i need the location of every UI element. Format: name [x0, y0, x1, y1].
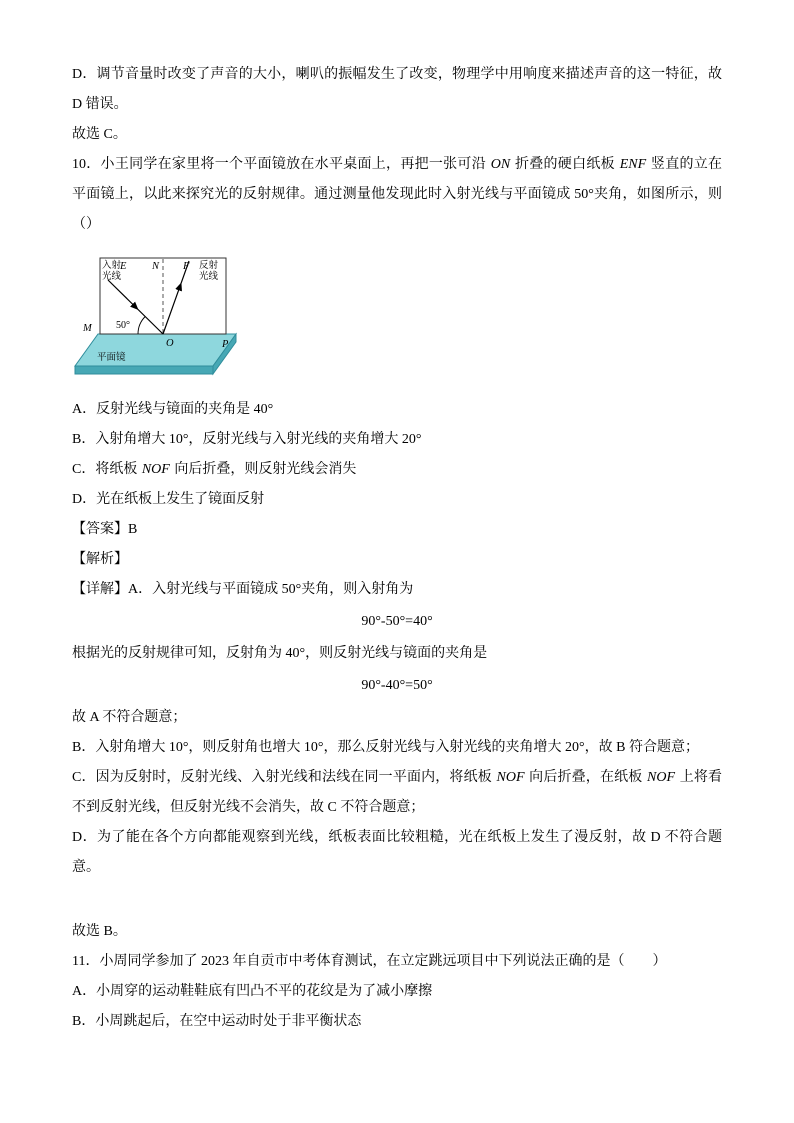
- q10-detail-a2: 根据光的反射规律可知，反射角为 40°，则反射光线与镜面的夹角是: [72, 646, 488, 661]
- q10-stem-var-on: ON: [490, 157, 511, 172]
- q10-detail-c-var-nof-2: NOF: [647, 770, 676, 785]
- q9-answer: 故选 C。: [72, 127, 127, 142]
- q10-detail-c: [72, 763, 722, 823]
- q11-option-b: B．小周跳起后，在空中运动时处于非平衡状态: [72, 1014, 362, 1029]
- q10-stem: [72, 150, 722, 240]
- point-m-label: M: [83, 323, 92, 334]
- q11-option-a: A．小周穿的运动鞋鞋底有凹凸不平的花纹是为了减小摩擦: [72, 984, 433, 999]
- reflection-diagram: [72, 250, 242, 382]
- q10-detail-c-text-1: C．因为反射时，反射光线、入射光线和法线在同一平面内，将纸板: [72, 770, 496, 785]
- point-o-label: O: [166, 338, 174, 349]
- point-f-label: F: [183, 261, 190, 272]
- q10-option-c: [72, 455, 722, 485]
- q10-detail-c-text-2: 向后折叠，在纸板: [525, 770, 647, 785]
- q10-option-b: B．入射角增大 10°，反射光线与入射光线的夹角增大 20°: [72, 432, 422, 447]
- reflected-ray-label-line1: 反射: [199, 261, 219, 271]
- incident-ray-label-line2: 光线: [102, 272, 122, 282]
- q10-detail-c-text-3: 上将看不到反射光线，但反射光线不会消失，故 C 不符合题意；: [72, 770, 723, 815]
- q10-equation-1: 90°-50°=40°: [361, 614, 433, 629]
- q10-final-answer: 故选 B。: [72, 924, 127, 939]
- q10-detail-c-var-nof-1: NOF: [496, 770, 525, 785]
- q10-equation-2: 90°-40°=50°: [361, 678, 433, 693]
- point-e-label: E: [120, 261, 127, 272]
- q10-answer-label: 【答案】B: [72, 522, 138, 537]
- q10-detail-a3: 故 A 不符合题意；: [72, 710, 187, 725]
- reflected-ray-label-line2: 光线: [199, 272, 219, 282]
- q10-detail-b: B．入射角增大 10°，则反射角也增大 10°，那么反射光线与入射光线的夹角增大 20°，故 B 符合题意；: [72, 740, 699, 755]
- incident-ray-label-line1: 入射: [102, 261, 122, 271]
- q10-reflection-figure: [72, 250, 722, 387]
- q10-option-c-var-nof: NOF: [141, 462, 170, 477]
- point-p-label: P: [222, 339, 229, 350]
- q10-option-c-text-2: 向后折叠，则反射光线会消失: [170, 462, 357, 477]
- q10-option-c-text-1: C．将纸板: [72, 462, 141, 477]
- q10-detail-d: D．为了能在各个方向都能观察到光线，纸板表面比较粗糙，光在纸板上发生了漫反射，故 D 不符合题意。: [72, 830, 722, 875]
- point-n-label: N: [152, 261, 160, 272]
- angle-50-label: 50°: [116, 320, 130, 331]
- q10-detail-a1: 【详解】A．入射光线与平面镜成 50°夹角，则入射角为: [72, 582, 414, 597]
- q10-option-a: A．反射光线与镜面的夹角是 40°: [72, 402, 274, 417]
- q9-option-d: D．调节音量时改变了声音的大小，喇叭的振幅发生了改变，物理学中用响度来描述声音的这一特征，故D 错误。: [72, 67, 722, 112]
- q10-stem-var-enf: ENF: [619, 157, 647, 172]
- q10-stem-text-1: 10．小王同学在家里将一个平面镜放在水平桌面上，再把一张可沿: [72, 157, 490, 172]
- mirror-label: 平面镜: [97, 353, 126, 363]
- q10-stem-text-2: 折叠的硬白纸板: [511, 157, 619, 172]
- q10-analysis-label: 【解析】: [72, 552, 128, 567]
- mirror-front-face: [75, 366, 213, 374]
- q10-stem-text-3: 竖直的立在平面镜上，以此来探究光的反射规律。通过测量他发现此时入射光线与平面镜成 50°夹角，如图所示，则（）: [72, 157, 723, 232]
- q11-stem: 11．小周同学参加了 2023 年自贡市中考体育测试，在立定跳远项目中下列说法正确的是（ ）: [72, 954, 667, 969]
- q10-option-d: D．光在纸板上发生了镜面反射: [72, 492, 265, 507]
